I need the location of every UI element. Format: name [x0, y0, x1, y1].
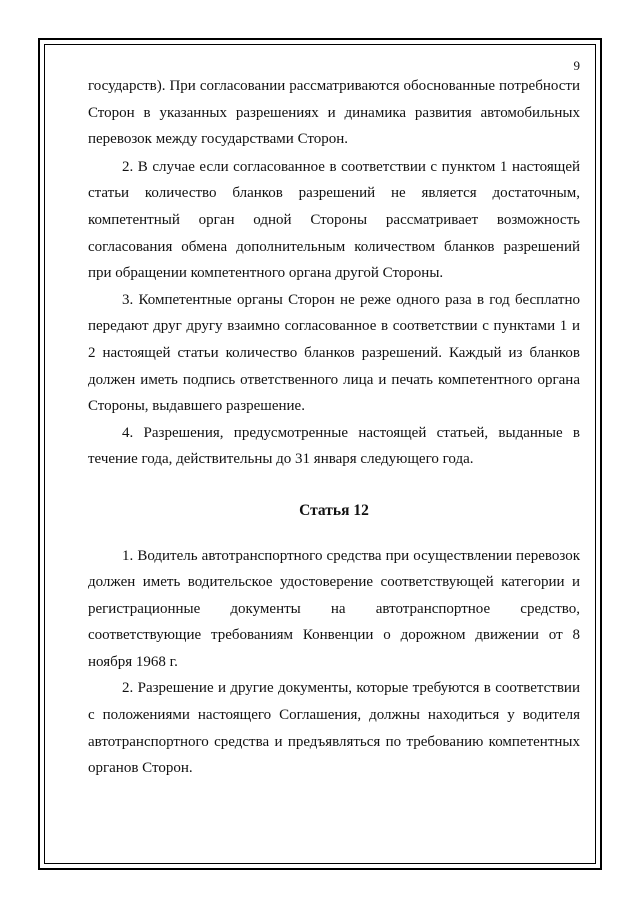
- paragraph-item-4: 4. Разрешения, предусмотренные настоящей статьей, выданные в течение года, действительны до 31 января следующего года.: [88, 424, 580, 468]
- page-number: 9: [573, 58, 580, 73]
- article-paragraph-1: 1. Водитель автотранспортного средства при осуществлении перевозок должен иметь водительское удостоверение соответствующей категории и регистрационные документы на автотранспортное средство, соответствующие требованиям Конвенции о дорожном движении от 8 ноября 1968 г.: [88, 547, 580, 670]
- paragraph-item-3: 3. Компетентные органы Сторон не реже одного раза в год бесплатно передают друг другу взаимно согласованное в соответствии с пунктами 1 и 2 настоящей статьи количество бланков разрешений. Каждый из бланков должен иметь подпись ответственного лица и печать компетентного органа Стороны, выдавшего разрешение.: [88, 291, 580, 415]
- article-paragraph-2: 2. Разрешение и другие документы, которые требуются в соответствии с положениями настоящего Соглашения, должны находиться у водителя автотранспортного средства и предъявляться по требованию компетентных органов Сторон.: [88, 680, 580, 777]
- paragraph-item-2: 2. В случае если согласованное в соответствии с пунктом 1 настоящей статьи количество бланков разрешений не является достаточным, компетентный орган одной Стороны рассматривает возможность согласования обмена дополнительным количеством бланков разрешений при обращении компетентного органа другой Стороны.: [88, 158, 580, 282]
- document-body: [88, 73, 580, 782]
- article-heading: Статья 12: [299, 501, 369, 519]
- paragraph-continuation: государств). При согласовании рассматриваются обоснованные потребности Сторон в указанных разрешениях и динамика развития автомобильных перевозок между государствами Сторон.: [88, 78, 580, 148]
